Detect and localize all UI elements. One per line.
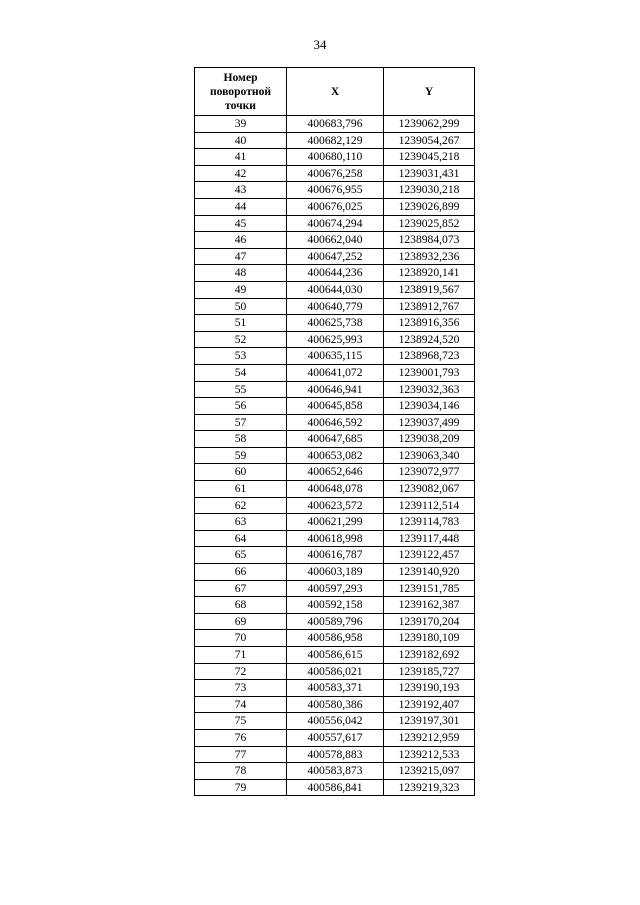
y-coordinate-cell: 1239151,785 — [384, 580, 475, 597]
table-row — [195, 613, 475, 630]
y-coordinate-cell: 1239031,431 — [384, 165, 475, 182]
y-coordinate-cell: 1239034,146 — [384, 398, 475, 415]
table-row — [195, 464, 475, 481]
table-row — [195, 530, 475, 547]
y-coordinate-cell: 1239001,793 — [384, 364, 475, 381]
table-row — [195, 116, 475, 133]
point-number-cell: 42 — [195, 165, 287, 182]
point-number-cell: 48 — [195, 265, 287, 282]
y-coordinate-cell: 1239197,301 — [384, 713, 475, 730]
point-number-cell: 55 — [195, 381, 287, 398]
table-row — [195, 398, 475, 415]
table-row — [195, 331, 475, 348]
table-row — [195, 265, 475, 282]
point-number-cell: 79 — [195, 779, 287, 796]
table-row — [195, 364, 475, 381]
y-coordinate-cell: 1239185,727 — [384, 663, 475, 680]
point-number-cell: 53 — [195, 348, 287, 365]
x-coordinate-cell: 400583,873 — [287, 763, 384, 780]
x-coordinate-cell: 400646,592 — [287, 414, 384, 431]
table-row — [195, 680, 475, 697]
x-coordinate-cell: 400583,371 — [287, 680, 384, 697]
point-number-cell: 78 — [195, 763, 287, 780]
y-coordinate-cell: 1238916,356 — [384, 315, 475, 332]
point-number-cell: 73 — [195, 680, 287, 697]
point-number-cell: 43 — [195, 182, 287, 199]
table-row — [195, 149, 475, 166]
point-number-cell: 46 — [195, 232, 287, 249]
x-coordinate-cell: 400653,082 — [287, 447, 384, 464]
table-row — [195, 497, 475, 514]
y-coordinate-cell: 1239215,097 — [384, 763, 475, 780]
point-number-cell: 66 — [195, 564, 287, 581]
point-number-cell: 67 — [195, 580, 287, 597]
x-coordinate-cell: 400674,294 — [287, 215, 384, 232]
x-coordinate-cell: 400578,883 — [287, 746, 384, 763]
table-row — [195, 165, 475, 182]
table-row — [195, 746, 475, 763]
y-coordinate-cell: 1239162,387 — [384, 597, 475, 614]
x-coordinate-cell: 400645,858 — [287, 398, 384, 415]
table-row — [195, 198, 475, 215]
y-coordinate-cell: 1239032,363 — [384, 381, 475, 398]
point-number-cell: 47 — [195, 248, 287, 265]
table-row — [195, 514, 475, 531]
point-number-cell: 49 — [195, 281, 287, 298]
y-coordinate-cell: 1239212,959 — [384, 729, 475, 746]
point-number-cell: 77 — [195, 746, 287, 763]
table-row — [195, 298, 475, 315]
y-coordinate-cell: 1238984,073 — [384, 232, 475, 249]
y-coordinate-cell: 1239192,407 — [384, 696, 475, 713]
x-coordinate-cell: 400603,189 — [287, 564, 384, 581]
y-coordinate-cell: 1239037,499 — [384, 414, 475, 431]
table-row — [195, 281, 475, 298]
x-coordinate-cell: 400644,030 — [287, 281, 384, 298]
point-number-cell: 65 — [195, 547, 287, 564]
x-coordinate-cell: 400586,615 — [287, 647, 384, 664]
table-row — [195, 248, 475, 265]
x-coordinate-cell: 400646,941 — [287, 381, 384, 398]
x-coordinate-cell: 400597,293 — [287, 580, 384, 597]
point-number-cell: 54 — [195, 364, 287, 381]
table-row — [195, 215, 475, 232]
point-number-cell: 69 — [195, 613, 287, 630]
y-coordinate-cell: 1239140,920 — [384, 564, 475, 581]
x-coordinate-cell: 400586,841 — [287, 779, 384, 796]
table-row — [195, 696, 475, 713]
x-coordinate-cell: 400618,998 — [287, 530, 384, 547]
x-coordinate-cell: 400647,685 — [287, 431, 384, 448]
table-row — [195, 182, 475, 199]
table-row — [195, 630, 475, 647]
table-row — [195, 447, 475, 464]
table-row — [195, 547, 475, 564]
y-coordinate-cell: 1239180,109 — [384, 630, 475, 647]
point-number-cell: 71 — [195, 647, 287, 664]
coordinates-table — [194, 67, 475, 796]
x-coordinate-cell: 400652,646 — [287, 464, 384, 481]
x-coordinate-cell: 400623,572 — [287, 497, 384, 514]
x-coordinate-cell: 400648,078 — [287, 481, 384, 498]
x-coordinate-cell: 400682,129 — [287, 132, 384, 149]
point-number-cell: 68 — [195, 597, 287, 614]
y-coordinate-cell: 1239112,514 — [384, 497, 475, 514]
x-coordinate-cell: 400556,042 — [287, 713, 384, 730]
y-coordinate-cell: 1239114,783 — [384, 514, 475, 531]
table-header-row — [195, 68, 475, 116]
x-coordinate-cell: 400683,796 — [287, 116, 384, 133]
table-row — [195, 381, 475, 398]
header-y: Y — [384, 68, 475, 116]
y-coordinate-cell: 1239030,218 — [384, 182, 475, 199]
x-coordinate-cell: 400676,955 — [287, 182, 384, 199]
y-coordinate-cell: 1238924,520 — [384, 331, 475, 348]
x-coordinate-cell: 400635,115 — [287, 348, 384, 365]
y-coordinate-cell: 1239062,299 — [384, 116, 475, 133]
point-number-cell: 70 — [195, 630, 287, 647]
point-number-cell: 45 — [195, 215, 287, 232]
y-coordinate-cell: 1239063,340 — [384, 447, 475, 464]
point-number-cell: 40 — [195, 132, 287, 149]
x-coordinate-cell: 400621,299 — [287, 514, 384, 531]
table-row — [195, 481, 475, 498]
table-row — [195, 315, 475, 332]
point-number-cell: 75 — [195, 713, 287, 730]
y-coordinate-cell: 1239072,977 — [384, 464, 475, 481]
point-number-cell: 76 — [195, 729, 287, 746]
y-coordinate-cell: 1239026,899 — [384, 198, 475, 215]
x-coordinate-cell: 400641,072 — [287, 364, 384, 381]
y-coordinate-cell: 1239025,852 — [384, 215, 475, 232]
table-row — [195, 779, 475, 796]
point-number-cell: 50 — [195, 298, 287, 315]
x-coordinate-cell: 400680,110 — [287, 149, 384, 166]
x-coordinate-cell: 400589,796 — [287, 613, 384, 630]
y-coordinate-cell: 1239182,692 — [384, 647, 475, 664]
y-coordinate-cell: 1239212,533 — [384, 746, 475, 763]
y-coordinate-cell: 1239219,323 — [384, 779, 475, 796]
point-number-cell: 52 — [195, 331, 287, 348]
point-number-cell: 61 — [195, 481, 287, 498]
table-row — [195, 232, 475, 249]
x-coordinate-cell: 400647,252 — [287, 248, 384, 265]
header-x: X — [287, 68, 384, 116]
table-row — [195, 663, 475, 680]
point-number-cell: 62 — [195, 497, 287, 514]
x-coordinate-cell: 400616,787 — [287, 547, 384, 564]
table-row — [195, 348, 475, 365]
y-coordinate-cell: 1238932,236 — [384, 248, 475, 265]
y-coordinate-cell: 1238919,567 — [384, 281, 475, 298]
x-coordinate-cell: 400676,258 — [287, 165, 384, 182]
x-coordinate-cell: 400625,993 — [287, 331, 384, 348]
point-number-cell: 56 — [195, 398, 287, 415]
page-number: 34 — [313, 37, 327, 52]
y-coordinate-cell: 1239122,457 — [384, 547, 475, 564]
y-coordinate-cell: 1238912,767 — [384, 298, 475, 315]
y-coordinate-cell: 1239045,218 — [384, 149, 475, 166]
point-number-cell: 59 — [195, 447, 287, 464]
y-coordinate-cell: 1239170,204 — [384, 613, 475, 630]
header-point-number: Номер поворотной точки — [195, 68, 287, 116]
x-coordinate-cell: 400644,236 — [287, 265, 384, 282]
x-coordinate-cell: 400557,617 — [287, 729, 384, 746]
x-coordinate-cell: 400625,738 — [287, 315, 384, 332]
x-coordinate-cell: 400580,386 — [287, 696, 384, 713]
x-coordinate-cell: 400586,021 — [287, 663, 384, 680]
table-row — [195, 647, 475, 664]
table-row — [195, 763, 475, 780]
point-number-cell: 57 — [195, 414, 287, 431]
point-number-cell: 39 — [195, 116, 287, 133]
table-row — [195, 580, 475, 597]
x-coordinate-cell: 400586,958 — [287, 630, 384, 647]
table-body — [195, 116, 475, 796]
table-row — [195, 431, 475, 448]
table-row — [195, 729, 475, 746]
x-coordinate-cell: 400676,025 — [287, 198, 384, 215]
y-coordinate-cell: 1239082,067 — [384, 481, 475, 498]
point-number-cell: 41 — [195, 149, 287, 166]
point-number-cell: 64 — [195, 530, 287, 547]
point-number-cell: 72 — [195, 663, 287, 680]
table-row — [195, 132, 475, 149]
point-number-cell: 51 — [195, 315, 287, 332]
x-coordinate-cell: 400592,158 — [287, 597, 384, 614]
table-row — [195, 564, 475, 581]
x-coordinate-cell: 400640,779 — [287, 298, 384, 315]
y-coordinate-cell: 1238968,723 — [384, 348, 475, 365]
y-coordinate-cell: 1239190,193 — [384, 680, 475, 697]
point-number-cell: 58 — [195, 431, 287, 448]
point-number-cell: 60 — [195, 464, 287, 481]
point-number-cell: 44 — [195, 198, 287, 215]
x-coordinate-cell: 400662,040 — [287, 232, 384, 249]
y-coordinate-cell: 1239054,267 — [384, 132, 475, 149]
table-row — [195, 414, 475, 431]
y-coordinate-cell: 1238920,141 — [384, 265, 475, 282]
point-number-cell: 63 — [195, 514, 287, 531]
y-coordinate-cell: 1239117,448 — [384, 530, 475, 547]
y-coordinate-cell: 1239038,209 — [384, 431, 475, 448]
table-row — [195, 597, 475, 614]
table-row — [195, 713, 475, 730]
point-number-cell: 74 — [195, 696, 287, 713]
